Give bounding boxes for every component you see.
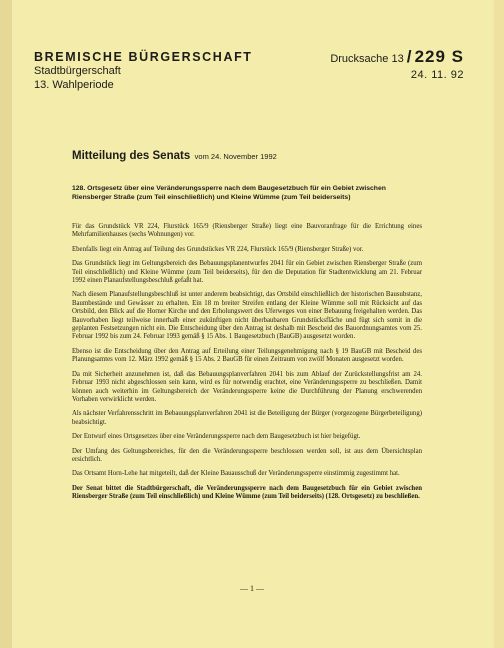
page-edge-left (0, 0, 12, 648)
body-paragraph: Für das Grundstück VR 224, Flurstück 165/9 (Riensberger Straße) liegt eine Bauvoranfrage für die Errichtung eines Mehrfamilienhauses (sechs Wohnungen) vor. (72, 223, 422, 239)
final-request-paragraph: Der Senat bittet die Stadtbürgerschaft, die Veränderungssperre nach dem Baugesetzbuch für ein Gebiet zwischen Riensberger Straße (zum Teil einschließlich) und Kleine Wümme (zum Teil beiderseits) (128. Ortsgesetz) zu beschließen. (72, 484, 422, 501)
legislative-period: 13. Wahlperiode (34, 79, 114, 91)
organization-name: BREMISCHE BÜRGERSCHAFT (34, 50, 253, 64)
page-number: — 1 — (240, 584, 264, 593)
drucksache-label: Drucksache 13 (330, 53, 404, 65)
document-date: 24. 11. 92 (410, 69, 464, 81)
header-right (330, 48, 464, 82)
body-paragraph: Der Umfang des Geltungsbereiches, für den die Veränderungssperre beschlossen werden soll, ist aus dem Übersichtsplan ersichtlich. (72, 447, 422, 463)
body-paragraph: Das Ortsamt Horn-Lehe hat mitgeteilt, daß der Kleine Bauausschuß der Veränderungssperre einstimmig zugestimmt hat. (72, 470, 400, 478)
drucksache-number: 229 S (414, 47, 464, 66)
body-paragraph: Nach diesem Planaufstellungsbeschluß ist unter anderem beabsichtigt, das Ortsbild einschließlich der historischen Bausubstanz, Baumbestände und Gewässer zu erhalten. Ein 18 m breiter Streifen entlang der Kleine Wümme soll mit Rücksicht auf das Ortsbild, den Blick auf die Horner Kirche und den Erholungswert des Uferweges von einer Bebauung freigehalten werden. Das Bauvorhaben liegt teilweise innerhalb einer zukünftigen nicht überbaubaren Grundstücksfläche und fügt sich somit in die geplanten Festsetzungen nicht ein. Die Entscheidung über den Antrag ist deshalb mit Bescheid des Bauordnungsamtes vom 25. Februar 1992 bis zum 24. Februar 1993 gemäß § 15 Abs. 1 Baugesetzbuch (BauGB) ausgesetzt worden. (72, 291, 422, 341)
document-body (72, 184, 422, 508)
drucksache-slash: / (406, 47, 412, 66)
header-left (34, 50, 253, 92)
chamber-name: Stadtbürgerschaft (34, 65, 121, 77)
body-paragraph: Da mit Sicherheit anzunehmen ist, daß das Bebauungsplanverfahren 2041 bis zum Ablauf der Zurückstellungsfrist am 24. Februar 1993 nicht abgeschlossen sein kann, wird es für notwendig erachtet, eine Veränderungssperre zu beschließen. Damit können auch weiterhin im Geltungsbereich der Veränderungssperre keine die Durchführung der Planung erschwerenden Vorhaben verwirklicht werden. (72, 370, 422, 403)
title-main: Mitteilung des Senats (72, 150, 191, 162)
body-paragraph: Der Entwurf eines Ortsgesetzes über eine Veränderungssperre nach dem Baugesetzbuch ist hier beigefügt. (72, 433, 361, 441)
title-date: vom 24. November 1992 (194, 152, 277, 161)
body-paragraph: Ebenso ist die Entscheidung über den Antrag auf Erteilung einer Teilungsgenehmigung nach § 19 BauGB mit Bescheid des Planungsamtes vom 12. März 1992 gemäß § 15 Abs. 2 BauGB für einen Zeitraum von zwölf Monaten ausgesetzt worden. (72, 347, 422, 364)
body-paragraph: Als nächster Verfahrensschritt im Bebauungsplanverfahren 2041 ist die Beteiligung der Bürger (vorgezogene Bürgerbeteiligung) beabsichtigt. (72, 410, 422, 426)
page-edge-right (494, 0, 504, 648)
document-title (72, 146, 277, 164)
body-paragraph: Ebenfalls liegt ein Antrag auf Teilung des Grundstückes VR 224, Flurstück 165/9 (Riensberger Straße) vor. (72, 245, 364, 253)
drucksache-line (330, 48, 464, 68)
body-paragraph: Das Grundstück liegt im Geltungsbereich des Bebauungsplanentwurfes 2041 für ein Gebiet zwischen Riensberger Straße (zum Teil einschließlich) und Kleine Wümme (zum Teil beiderseits), für den die Deputation für Stadtentwicklung am 21. Februar 1992 einen Planaufstellungsbeschluß gefaßt hat. (72, 260, 422, 285)
topic-heading: 128. Ortsgesetz über eine Veränderungssperre nach dem Baugesetzbuch für ein Gebiet zwischen Riensberger Straße (zum Teil einschließlich) und Kleine Wümme (zum Teil beiderseits) (72, 185, 386, 201)
